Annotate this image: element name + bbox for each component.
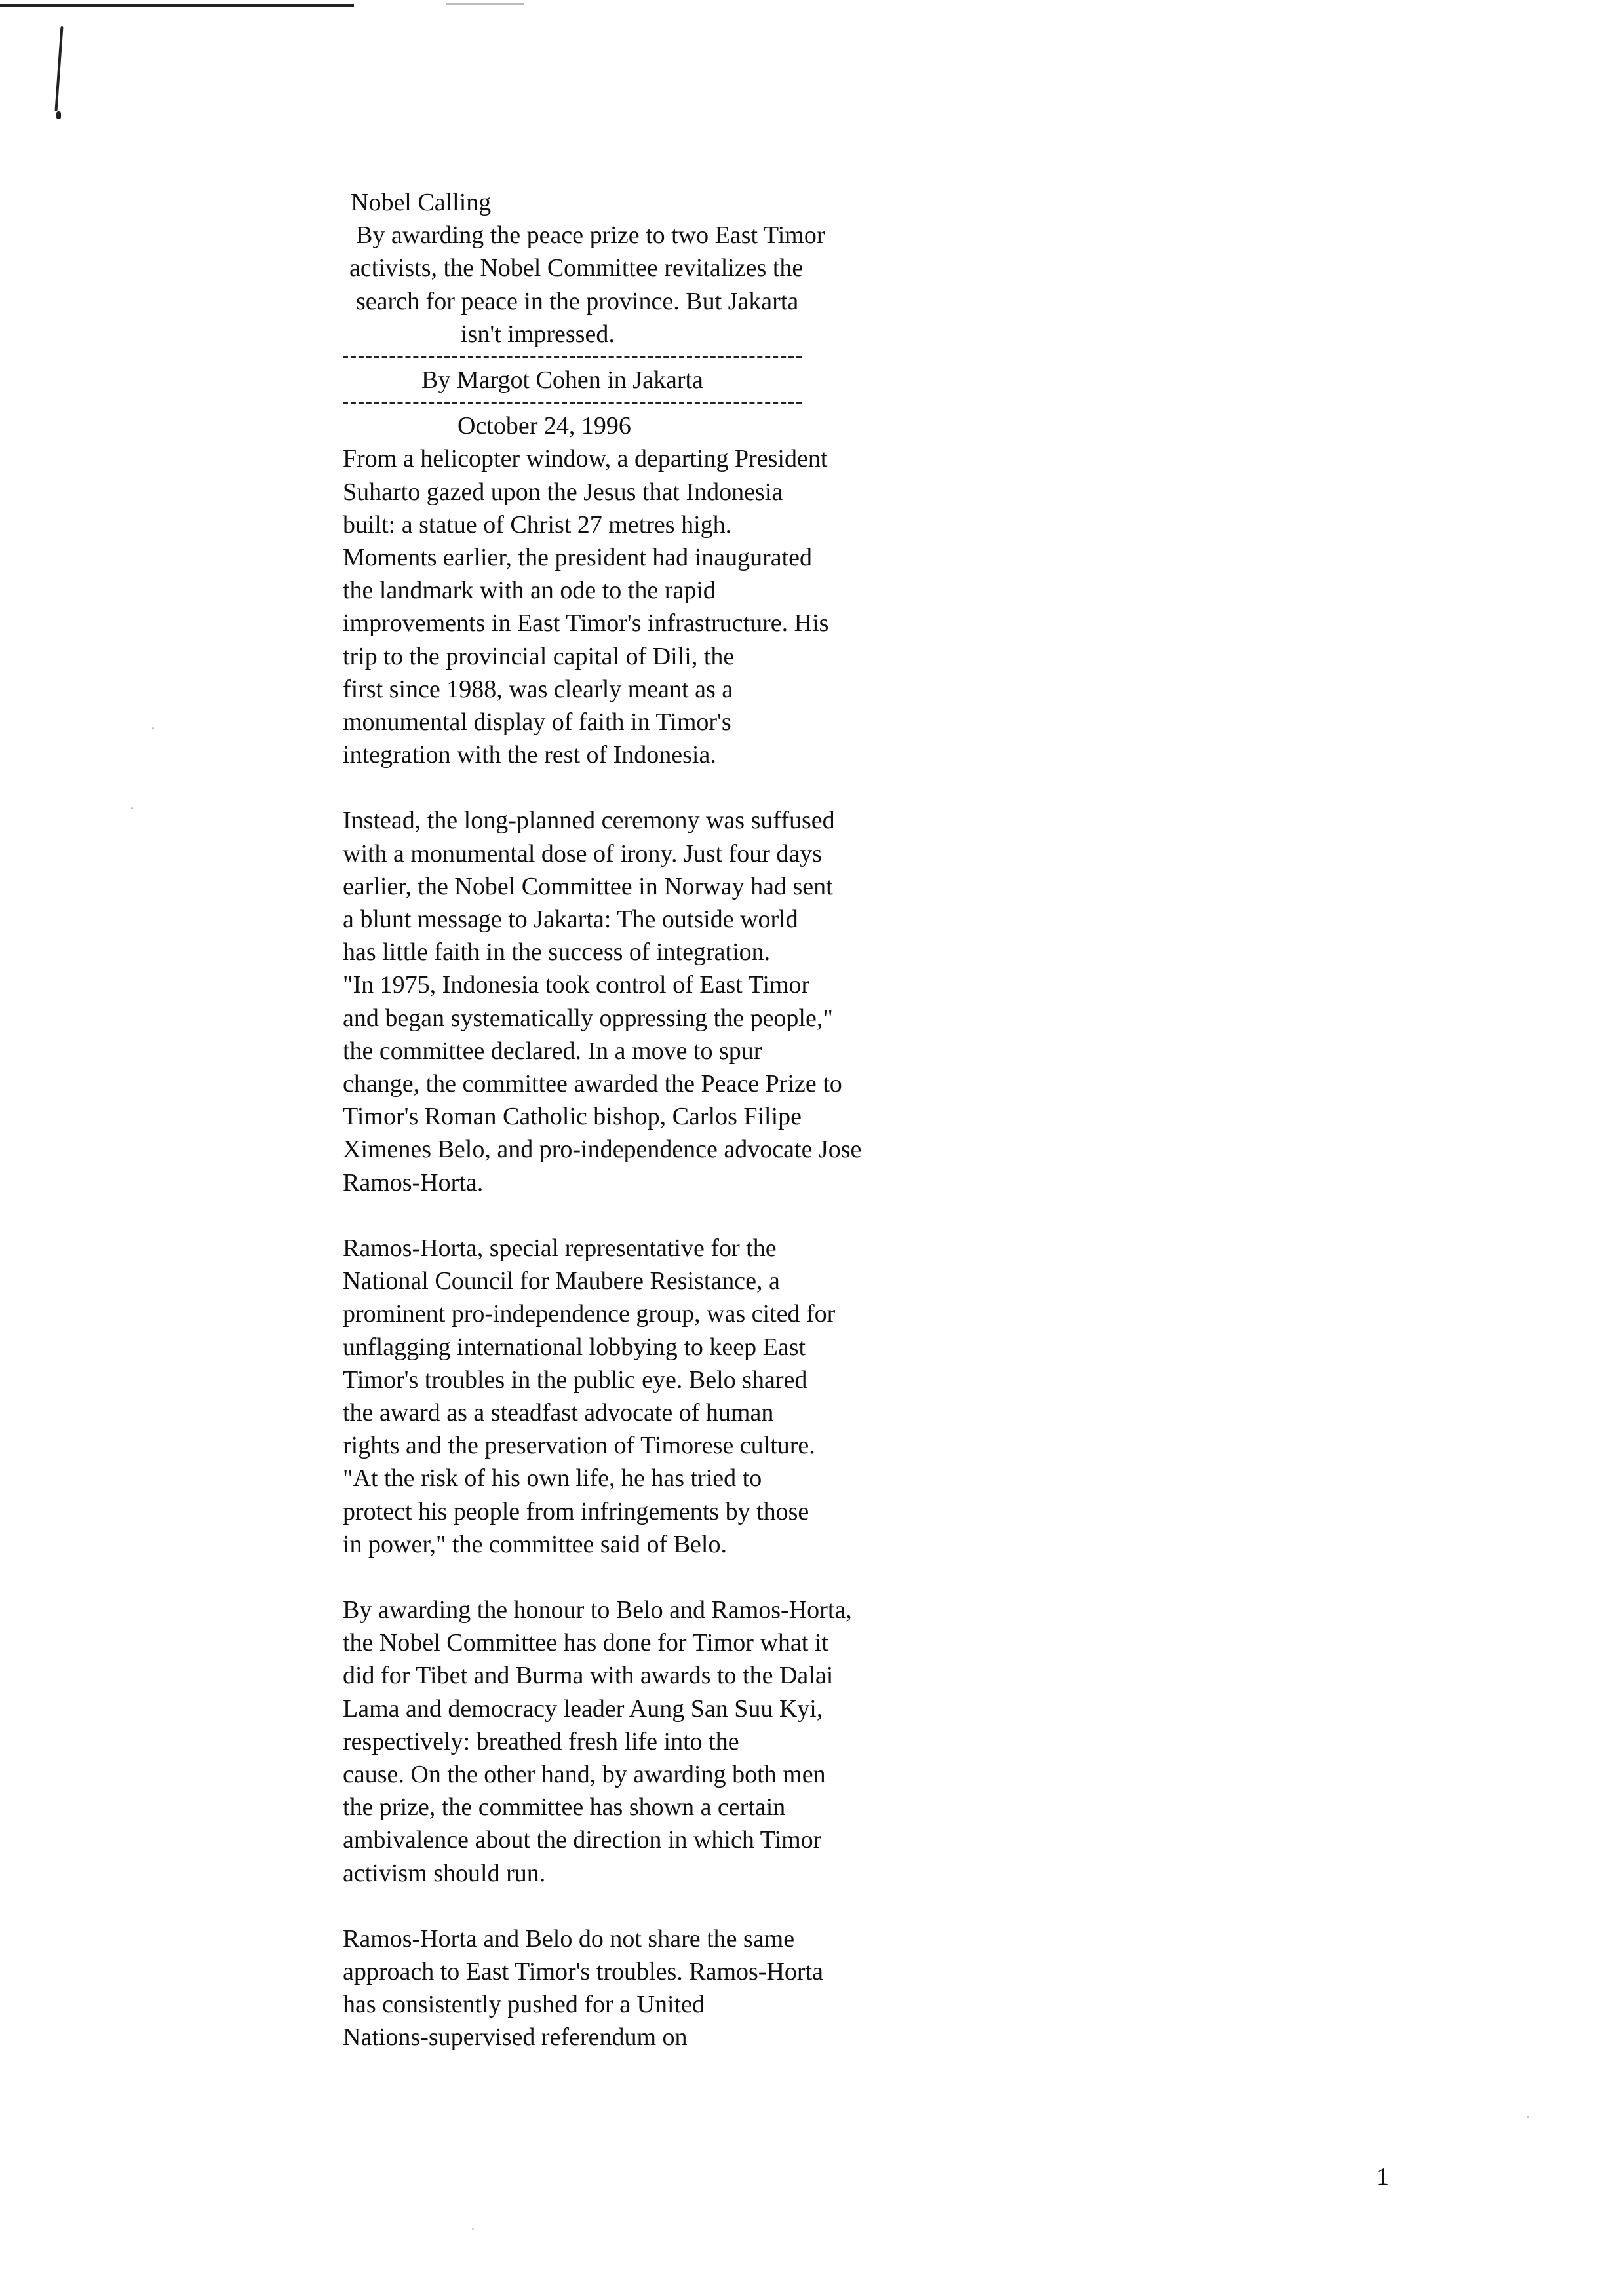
paragraph-line: the Nobel Committee has done for Timor what it <box>343 1629 828 1657</box>
paragraph-line: From a helicopter window, a departing President <box>343 445 828 473</box>
paragraph-line: Timor's Roman Catholic bishop, Carlos Filipe <box>343 1103 802 1131</box>
scan-speck <box>131 807 133 809</box>
article-byline: By Margot Cohen in Jakarta <box>421 366 703 394</box>
paragraph-line: unflagging international lobbying to keep East <box>343 1333 806 1361</box>
paragraph-line: first since 1988, was clearly meant as a <box>343 675 733 703</box>
paragraph-line: the award as a steadfast advocate of human <box>343 1398 774 1426</box>
article-paragraph <box>343 1923 998 2054</box>
paragraph-line: Nations-supervised referendum on <box>343 2023 688 2052</box>
article-paragraph <box>343 1232 998 1561</box>
paragraph-line: in power," the committee said of Belo. <box>343 1530 727 1558</box>
paragraph-line: the committee declared. In a move to spur <box>343 1037 762 1065</box>
paragraph-line: Suharto gazed upon the Jesus that Indonesia <box>343 478 783 506</box>
paragraph-line: with a monumental dose of irony. Just four days <box>343 839 823 868</box>
paragraph-line: Moments earlier, the president had inaugurated <box>343 544 813 572</box>
article-deck-line: isn't impressed. <box>461 320 615 348</box>
article-column <box>343 186 998 2054</box>
scan-edge-line <box>0 4 354 7</box>
paragraph-line: monumental display of faith in Timor's <box>343 708 731 737</box>
paragraph-line: Instead, the long-planned ceremony was suffused <box>343 807 835 835</box>
paragraph-line: protect his people from infringements by those <box>343 1497 809 1525</box>
paragraph-line: activism should run. <box>343 1859 546 1887</box>
paragraph-line: Ramos-Horta, special representative for the <box>343 1234 777 1262</box>
article-paragraph <box>343 804 998 1198</box>
paragraph-line: has little faith in the success of integration. <box>343 938 771 966</box>
paragraph-line: has consistently pushed for a United <box>343 1991 705 2019</box>
paragraph-line: Timor's troubles in the public eye. Belo shared <box>343 1366 808 1394</box>
article-date: October 24, 1996 <box>457 412 631 440</box>
paragraph-line: improvements in East Timor's infrastructure. His <box>343 609 829 638</box>
paragraph-line: earlier, the Nobel Committee in Norway had sent <box>343 872 833 900</box>
scan-speck <box>1527 2116 1529 2118</box>
paragraph-line: trip to the provincial capital of Dili, the <box>343 642 735 670</box>
paragraph-line: National Council for Maubere Resistance, a <box>343 1267 780 1295</box>
article-deck-line: By awarding the peace prize to two East Timor <box>356 221 825 250</box>
paragraph-spacer <box>343 1890 998 1923</box>
paragraph-spacer <box>343 771 998 804</box>
paragraph-line: rights and the preservation of Timorese culture. <box>343 1432 815 1460</box>
scan-edge-line-faint <box>446 3 524 5</box>
paragraph-line: did for Tibet and Burma with awards to the Dalai <box>343 1662 834 1690</box>
margin-pen-mark-end <box>56 111 61 119</box>
paragraph-line: prominent pro-independence group, was cited for <box>343 1300 836 1328</box>
paragraph-line: the landmark with an ode to the rapid <box>343 577 716 605</box>
paragraph-line: change, the committee awarded the Peace Prize to <box>343 1070 842 1098</box>
paragraph-spacer <box>343 1561 998 1594</box>
paragraph-line: Ramos-Horta. <box>343 1168 484 1196</box>
paragraph-line: "In 1975, Indonesia took control of East Timor <box>343 971 810 999</box>
paragraph-line: and began systematically oppressing the people," <box>343 1004 833 1032</box>
paragraph-line: cause. On the other hand, by awarding both men <box>343 1760 826 1788</box>
paragraph-line: respectively: breathed fresh life into the <box>343 1727 739 1755</box>
paragraph-line: ambivalence about the direction in which Timor <box>343 1826 822 1854</box>
paragraph-line: approach to East Timor's troubles. Ramos-Horta <box>343 1957 823 1985</box>
article-deck-line: search for peace in the province. But Jakarta <box>356 287 799 315</box>
page-number: 1 <box>1376 2163 1389 2191</box>
scan-speck <box>152 727 154 729</box>
article-paragraph <box>343 1594 998 1890</box>
paragraph-line: "At the risk of his own life, he has tried to <box>343 1464 762 1493</box>
paragraph-line: Lama and democracy leader Aung San Suu Kyi, <box>343 1694 823 1723</box>
paragraph-line: By awarding the honour to Belo and Ramos-Horta, <box>343 1596 852 1624</box>
paragraph-line: integration with the rest of Indonesia. <box>343 741 716 769</box>
paragraph-line: Ximenes Belo, and pro-independence advocate Jose <box>343 1136 862 1164</box>
paragraph-line: built: a statue of Christ 27 metres high. <box>343 510 732 539</box>
article-deck-line: activists, the Nobel Committee revitalizes the <box>349 254 804 282</box>
paragraph-spacer <box>343 1199 998 1232</box>
dashed-divider <box>343 356 802 358</box>
paragraph-line: Ramos-Horta and Belo do not share the same <box>343 1924 795 1953</box>
paragraph-line: the prize, the committee has shown a certain <box>343 1793 786 1822</box>
article-headline: Nobel Calling <box>351 189 492 216</box>
dashed-divider <box>343 402 802 404</box>
margin-pen-mark <box>54 26 63 111</box>
article-paragraph <box>343 442 998 771</box>
paragraph-line: a blunt message to Jakarta: The outside world <box>343 906 798 934</box>
scan-speck <box>472 2228 474 2230</box>
